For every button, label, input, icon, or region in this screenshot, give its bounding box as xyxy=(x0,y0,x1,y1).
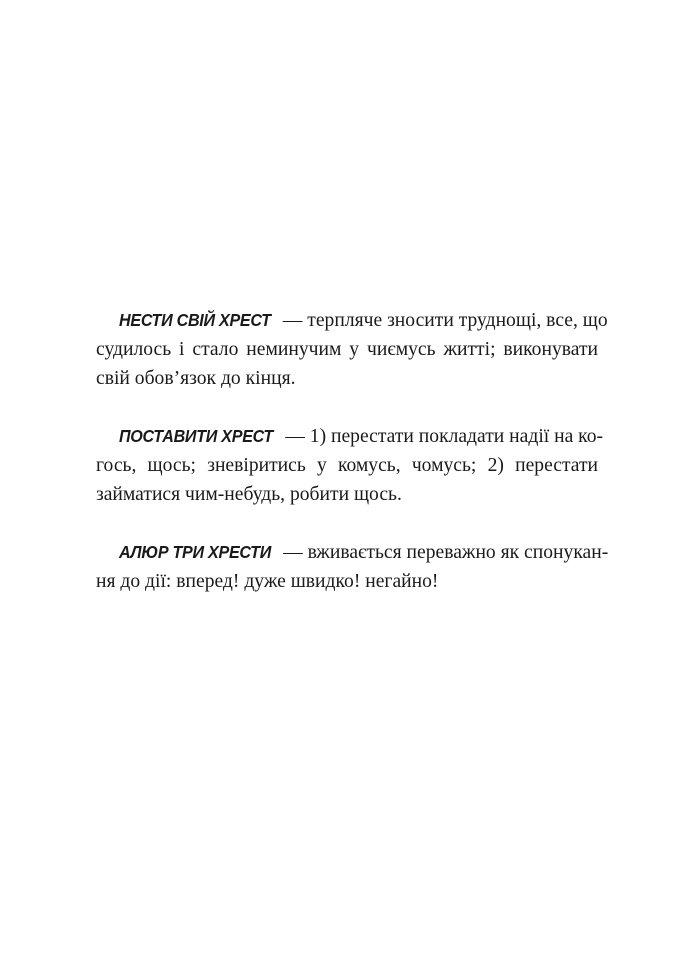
idiom-entry xyxy=(96,538,609,596)
definition-text: — 1) перестати покладати надії на ко- xyxy=(280,426,604,447)
idiom-term: ПОСТАВИТИ ХРЕСТ xyxy=(119,426,273,446)
idiom-term: НЕСТИ СВІЙ ХРЕСТ xyxy=(119,310,271,330)
definition-text: — вживається переважно як спонукан- xyxy=(278,542,609,563)
idiom-entry xyxy=(96,306,608,393)
entry-line: займатися чим-небудь, робити щось. xyxy=(96,484,402,505)
entry-line xyxy=(96,538,609,567)
entry-line xyxy=(96,306,608,335)
entry-line: свій обов’язок до кінця. xyxy=(96,368,296,389)
definition-text: — терпляче зносити труднощі, все, що xyxy=(277,310,608,331)
idiom-entry xyxy=(96,422,604,509)
idiom-term: АЛЮР ТРИ ХРЕСТИ xyxy=(119,542,272,562)
entry-line: гось, щось; зневіритись у комусь, чомусь; 2) перестати xyxy=(96,455,598,476)
idiom-entries xyxy=(96,306,609,625)
entry-line: судилось і стало неминучим у чиємусь житті; виконувати xyxy=(96,339,598,360)
entry-line: ня до дії: вперед! дуже швидко! негайно! xyxy=(96,571,439,592)
entry-line xyxy=(96,422,604,451)
